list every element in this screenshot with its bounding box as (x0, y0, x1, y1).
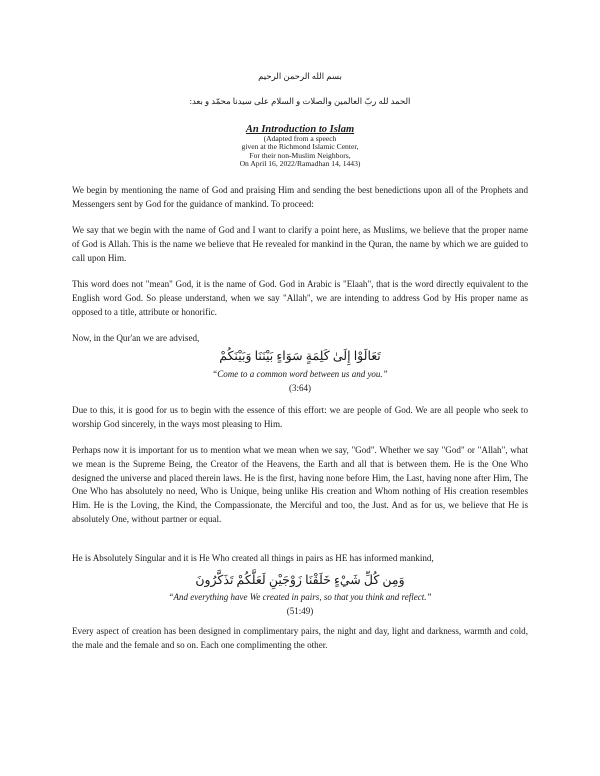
opening-praise-line: الحمد لله ربّ العالمين والصلات و السلام على سيدنا محمّد و بعد: (189, 96, 411, 106)
quote-arabic: تَعَالَوْا إِلَىٰ كَلِمَةٍ سَوَاءٍ بَيْنَنَا وَبَيْنَكُمْ (219, 349, 381, 363)
paragraph-opening: We begin by mentioning the name of God and praising Him and sending the best benedictions upon all of the Prophets and Messengers sent by God for the guidance of mankind. To proceed: (72, 185, 528, 209)
paragraph-name-of-god: We say that we begin with the name of God and I want to clarify a point here, as Muslims, we believe that the proper name of God is Allah. This is the name we believe that He revealed for mankind in the Quran, the name by which we are guided to call upon Him. (72, 225, 528, 263)
quote-reference: (3:64) (289, 383, 311, 393)
paragraph-singular: He is Absolutely Singular and it is He Who created all things in pairs as HE has informed mankind, (72, 553, 434, 563)
quote-arabic: وَمِن كُلِّ شَيْءٍ خَلَقْنَا زَوْجَيْنِ لَعَلَّكُمْ تَذَكَّرُونَ (195, 573, 405, 587)
subtitle-line: On April 16, 2022/Ramadhan 14, 1443) (239, 159, 361, 169)
subtitle-line: For their non-Muslim Neighbors, (249, 150, 351, 160)
subtitle-line: given at the Richmond Islamic Center, (241, 142, 359, 152)
title-block (0, 124, 600, 169)
bismillah-line: بسم الله الرحمن الرحيم (258, 71, 342, 81)
paragraph-essence: Due to this, it is good for us to begin with the essence of this effort: we are people of God. We are all people who seek to worship God sincerely, in the ways most pleasing to Him. (72, 405, 528, 429)
subtitle-line: (Adapted from a speech (263, 134, 337, 143)
document-title: An Introduction to Islam (245, 124, 355, 135)
quote-english: “And everything have We created in pairs, so that you think and reflect.” (168, 592, 432, 602)
quote-english: “Come to a common word between us and you.” (212, 369, 388, 379)
paragraph-quran-advised: Now, in the Qur'an we are advised, (72, 333, 200, 343)
paragraph-meaning-of-god: Perhaps now it is important for us to mention what we mean when we say, "God". Whether we say "God" or "Allah", what we mean is the Supreme Being, the Creator of the Heavens, the Earth and all that is between them. He is the One Who designed the universe and placed therein laws. He is the first, having none before Him, the Last, having none after Him, The One Who has absolutely no need, Who is Unique, being unlike His creation and Whom nothing of His creation resembles Him. He is the Loving, the Kind, the Compassionate, the Merciful and too, the Just. And as for us, we believe that He is absolutely One, without partner or equal. (72, 445, 528, 524)
paragraph-pairs: Every aspect of creation has been designed in complimentary pairs, the night and day, light and darkness, warmth and cold, the male and the female and so on. Each one complimenting the other. (72, 626, 528, 650)
paragraph-word-meaning: This word does not "mean" God, it is the name of God. God in Arabic is "Elaah", that is the word directly equivalent to the English word God. So please understand, when we say "Allah", we are intending to address God by His proper name as opposed to a title, attribute or honorific. (72, 279, 528, 317)
quote-reference: (51:49) (286, 606, 314, 616)
